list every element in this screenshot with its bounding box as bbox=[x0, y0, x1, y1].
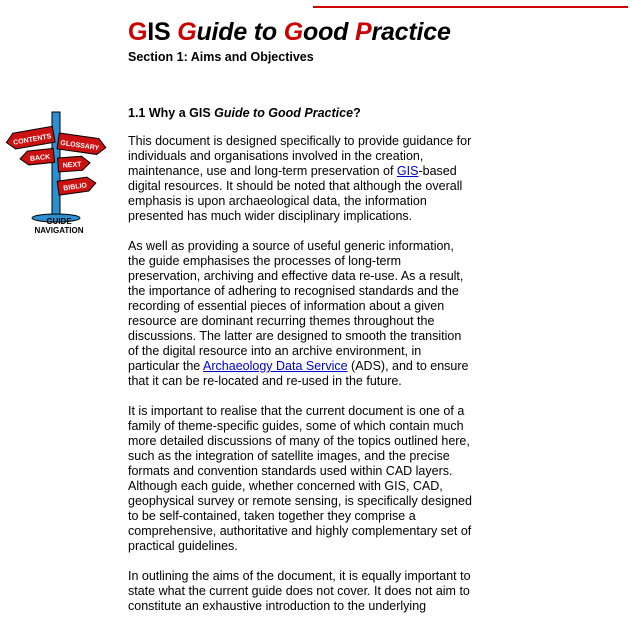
nav-sign-back-label: BACK bbox=[29, 153, 51, 163]
section-title: Section 1: Aims and Objectives bbox=[128, 50, 314, 64]
subheading-italic: Guide to Good Practice bbox=[214, 106, 354, 120]
paragraph-4: In outlining the aims of the document, it is equally important to state what the current guide does not cover. It does not aim to constitute an exhaustive introduction to the underlying bbox=[128, 569, 471, 613]
nav-caption-navigation: NAVIGATION bbox=[34, 226, 84, 235]
page-title bbox=[128, 18, 451, 47]
nav-sign-glossary-label: GLOSSARY bbox=[59, 139, 100, 153]
title-letter: G bbox=[283, 18, 303, 46]
gis-link[interactable]: GIS bbox=[396, 164, 419, 178]
paragraph-text: This document is designed specifically to provide guidance for individuals and organisations involved in the creation, maintenance, use and long-term preservation of bbox=[128, 134, 472, 178]
paragraph-2 bbox=[128, 239, 473, 389]
title-word: uide to bbox=[196, 18, 284, 46]
nav-sign-biblio-label: BIBLIO bbox=[62, 182, 88, 193]
article-body bbox=[128, 134, 473, 629]
title-word: ractice bbox=[371, 18, 451, 46]
paragraph-text: As well as providing a source of useful generic information, the guide emphasises the processes of long-term preservation, archiving and effective data re-use. As a result, the importance of adhering to recognised standards and the recording of essential pieces of information about a given resource are dominant recurring themes throughout the discussions. The latter are designed to smooth the transition of the digital resource into an archive environment, in particular the bbox=[128, 239, 464, 373]
paragraph-text: -based digital resources. It should be noted that although the overall emphasis is upon archaeological data, the information presented has much wider disciplinary implications. bbox=[128, 164, 463, 223]
subheading-suffix: ? bbox=[353, 106, 361, 120]
title-letter: G bbox=[128, 18, 148, 46]
nav-sign-contents-label: CONTENTS bbox=[12, 133, 52, 147]
title-letter: P bbox=[354, 18, 372, 46]
header-rule bbox=[313, 6, 628, 8]
title-letter: G bbox=[177, 18, 197, 46]
paragraph-3: It is important to realise that the current document is one of a family of theme-specific guides, some of which contain much more detailed discussions of many of the topics outlined here, such as the integration of satellite images, and the precise formats and convention standards used within CAD layers. Although each guide, whether concerned with GIS, CAD, geophysical survey or remote sensing, is specifically designed to be self-contained, taken together they comprise a comprehensive, authoritative and highly complementary set of practical guidelines. bbox=[128, 404, 472, 553]
paragraph-text: (ADS), and to ensure that it can be re-located and re-used in the future. bbox=[128, 359, 469, 388]
nav-sign-contents[interactable] bbox=[5, 126, 55, 150]
title-word: IS bbox=[147, 18, 178, 46]
nav-sign-biblio[interactable] bbox=[57, 176, 97, 195]
subheading-prefix: 1.1 Why a GIS bbox=[128, 106, 215, 120]
nav-sign-next[interactable] bbox=[58, 156, 91, 172]
subsection-heading bbox=[128, 106, 361, 120]
paragraph-1 bbox=[128, 134, 473, 224]
nav-sign-next-label: NEXT bbox=[62, 161, 82, 170]
nav-sign-glossary[interactable] bbox=[57, 133, 107, 156]
nav-caption-guide: GUIDE bbox=[46, 217, 72, 226]
nav-sign-back[interactable] bbox=[19, 148, 54, 165]
archaeology-data-service-link[interactable]: Archaeology Data Service bbox=[203, 359, 348, 373]
guide-navigation-signpost bbox=[2, 110, 112, 236]
signpost-icon bbox=[2, 110, 112, 236]
title-word: ood bbox=[303, 18, 355, 46]
